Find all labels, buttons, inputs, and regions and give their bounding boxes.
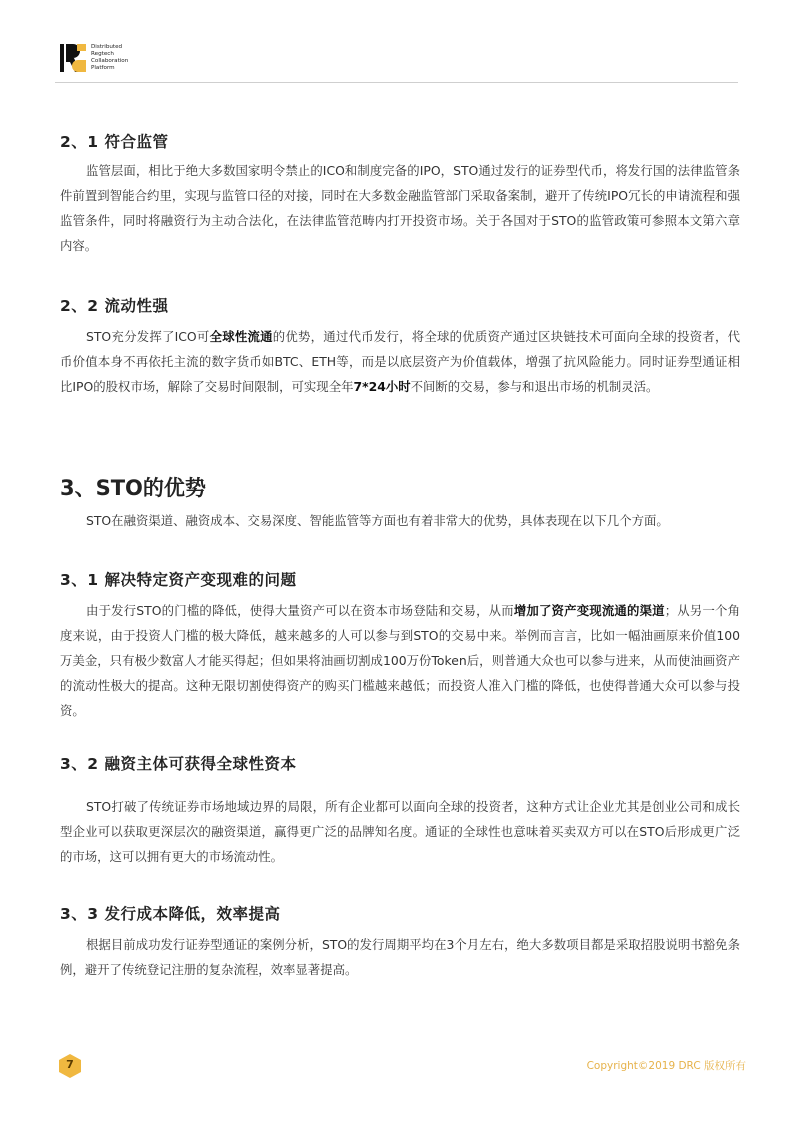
header-divider <box>55 82 738 83</box>
logo-line: Collaboration <box>91 58 129 64</box>
text-run: 由于发行STO的门槛的降低，使得大量资产可以在资本市场登陆和交易，从而 <box>86 603 514 618</box>
bold-text: 7*24小时 <box>353 379 411 394</box>
text-run: 不间断的交易，参与和退出市场的机制灵活。 <box>410 379 659 394</box>
section-heading-2-1: 2、1 符合监管 <box>60 133 169 151</box>
section-heading-2-2: 2、2 流动性强 <box>60 297 169 315</box>
text-run: ；从另一个角度来说，由于投资人门槛的极大降低，越来越多的人可以参与到STO的交易中来。举例而言言，比如一幅油画原来价值100万美金，只有极少数富人才能买得起；但如果将油画切割成100万份Token后，则普通大众也可以参与进来，从而使油画资产的流动性极大的提高。这种无限切割使得资产的购买门槛越来越低；而投资人准入门槛的降低，也使得普通大众可以参与投资。 <box>60 603 741 718</box>
page-number: 7 <box>66 1058 74 1071</box>
chapter-heading-3: 3、STO的优势 <box>60 476 206 500</box>
paragraph-3-3: 根据目前成功发行证券型通证的案例分析，STO的发行周期平均在3个月左右，绝大多数项目都是采取招股说明书豁免条例，避开了传统登记注册的复杂流程，效率显著提高。 <box>60 937 740 977</box>
section-heading-3-2: 3、2 融资主体可获得全球性资本 <box>60 755 297 773</box>
paragraph-3-1 <box>60 598 740 723</box>
paragraph-3: STO在融资渠道、融资成本、交易深度、智能监管等方面也有着非常大的优势，具体表现在以下几个方面。 <box>86 513 669 528</box>
bold-text: 全球性流通 <box>209 329 273 344</box>
logo-line: Platform <box>91 65 115 71</box>
paragraph-2-1: 监管层面，相比于绝大多数国家明令禁止的ICO和制度完备的IPO，STO通过发行的证券型代币，将发行国的法律监管条件前置到智能合约里，实现与监管口径的对接，同时在大多数金融监管部门采取备案制，避开了传统IPO冗长的申请流程和强监管条件，同时将融资行为主动合法化，在法律监管范畴内打开投资市场。关于各国对于STO的监管政策可参照本文第六章内容。 <box>60 163 740 253</box>
section-heading-3-1: 3、1 解决特定资产变现难的问题 <box>60 571 297 589</box>
logo-line: Regtech <box>91 51 114 57</box>
copyright-text: Copyright©2019 DRC 版权所有 <box>586 1060 746 1072</box>
page-header <box>0 0 793 84</box>
text-run: STO充分发挥了ICO可 <box>86 329 210 344</box>
paragraph-2-2 <box>60 324 740 399</box>
logo-line: Distributed <box>91 44 123 50</box>
section-heading-3-3: 3、3 发行成本降低，效率提高 <box>60 905 281 923</box>
text-run: 的优势，通过代币发行，将全球的优质资产通过区块链技术可面向全球的投资者，代币价值本身不再依托主流的数字货币如BTC、ETH等，而是以底层资产为价值载体，增强了抗风险能力。同时证券型通证相比IPO的股权市场，解除了交易时间限制，可实现全年 <box>60 329 741 394</box>
drc-logo-icon <box>60 44 86 72</box>
bold-text: 增加了资产变现流通的渠道 <box>513 603 665 618</box>
paragraph-3-2: STO打破了传统证券市场地域边界的局限，所有企业都可以面向全球的投资者，这种方式让企业尤其是创业公司和成长型企业可以获取更深层次的融资渠道，赢得更广泛的品牌知名度。通证的全球性也意味着买卖双方可以在STO后形成更广泛的市场，这可以拥有更大的市场流动性。 <box>60 799 740 864</box>
logo-text <box>91 44 128 72</box>
